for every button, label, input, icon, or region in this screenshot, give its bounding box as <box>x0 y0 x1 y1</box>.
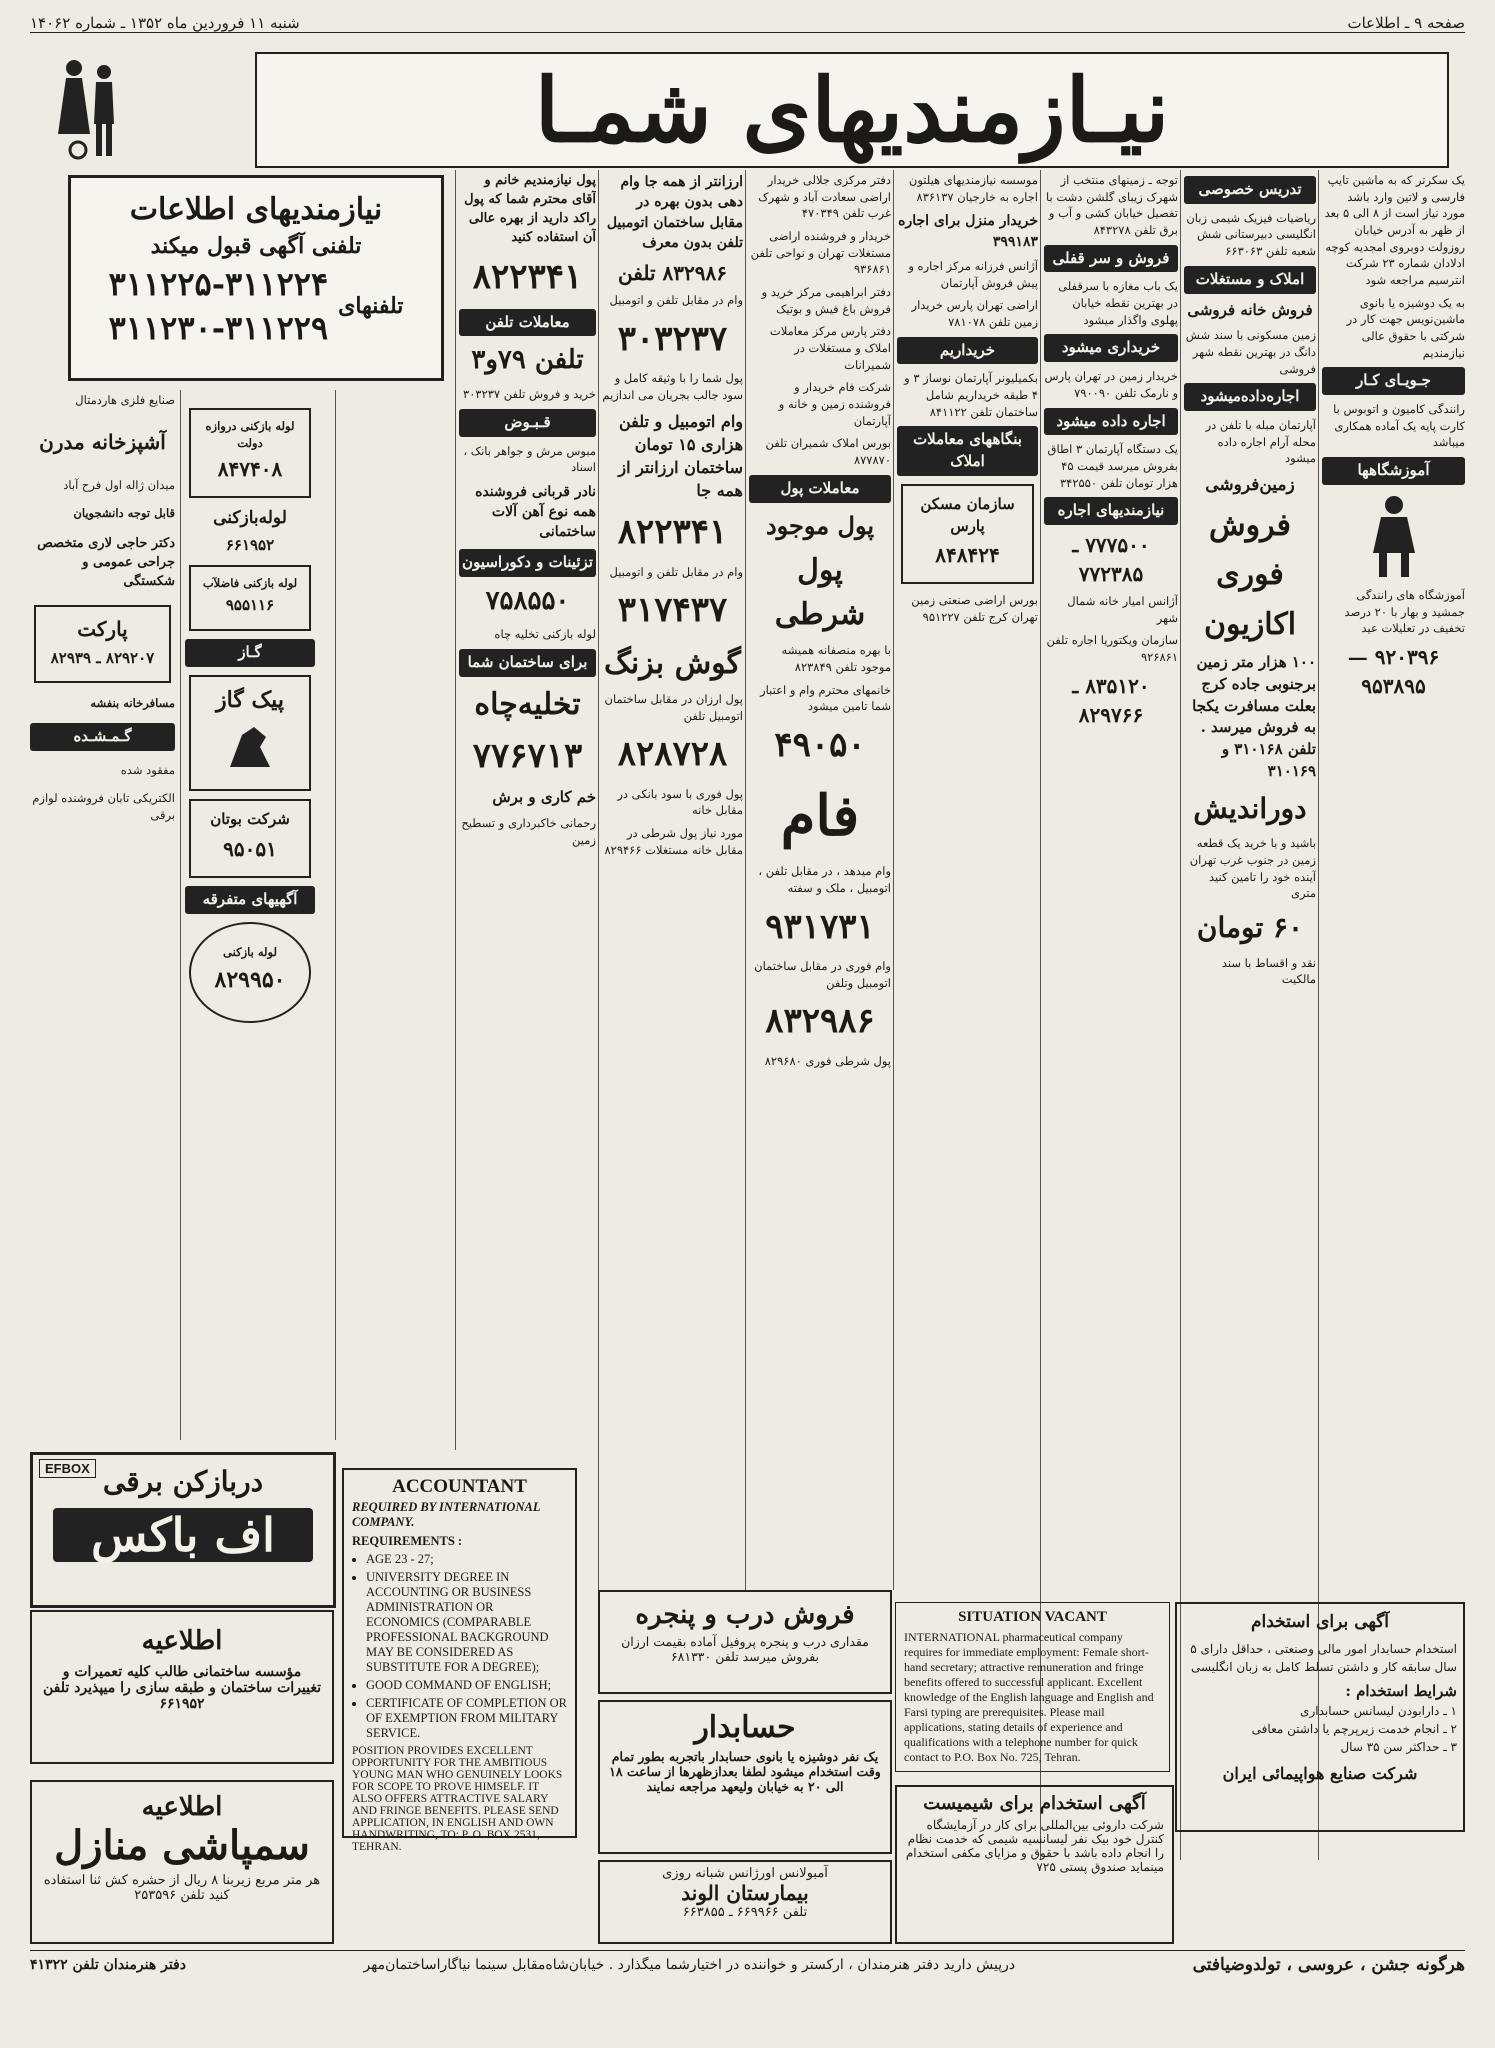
headline-alert: گوش بزنگ <box>604 645 741 681</box>
notice-headline: سمپاشی منازل <box>54 1822 310 1869</box>
headline-number: ۴۹۰۵۰ <box>774 724 866 765</box>
classified-ad: خرید و فروش تلفن ۳۰۳۲۳۷ <box>463 387 596 402</box>
footer-left: دفتر هنرمندان تلفن ۴۱۳۲۲ <box>30 1957 186 1973</box>
requirement-item: • AGE 23 - 27; <box>366 1552 567 1567</box>
classified-ad: ارزانتر از همه جا وام دهی بدون بهره در مقابل ساختمان اتومبیل تلفن بدون معرف <box>606 174 743 251</box>
headline-number: ۸۲۸۷۲۸ <box>617 734 728 775</box>
classified-column-6 <box>602 170 743 1590</box>
classified-ad: خریدار منزل برای اجاره ۳۹۹۱۸۳ <box>898 213 1038 250</box>
job-title: آگهی برای استخدام <box>1250 1612 1390 1632</box>
classified-ad: وام در مقابل تلفن و اتومبیل <box>609 293 743 308</box>
classified-ad: مسافرخانه بنفشه <box>90 695 175 710</box>
classified-ad: بکمیلیونر آپارتمان نوساز ۳ و ۴ طبقه خریداریم شامل ساختمان تلفن ۸۴۱۱۲۲ <box>904 371 1038 419</box>
classified-ad: مبوس مرش و جواهر بانک ، اسناد <box>463 443 596 475</box>
efbox-logo: EFBOX <box>39 1459 96 1478</box>
classified-ad: آشپزخانه مدرن <box>39 430 166 455</box>
classified-ad: یک سکرتر که به ماشین تایپ فارسی و لاتین وارد باشد مورد نیاز است از ۸ الی ۵ بعد از ظهر به آدرس خیابان روزولت دوبروی امجدیه کوچه ادلادان شماره ۲۳ شرکت انترسیم مراجعه شود <box>1324 173 1465 288</box>
drain-ad <box>189 408 311 498</box>
classified-ad: دکتر حاجی لاری متخصص جراحی عمومی و شکستگی <box>37 536 175 589</box>
column-divider <box>455 170 456 1450</box>
headline-bargain: اکازیون <box>1203 606 1297 642</box>
couple-illustration-icon <box>30 52 145 164</box>
headline-number: ۸۳۲۹۸۶ <box>765 1001 875 1042</box>
classified-ad: ریاضیات فیزیک شیمی زبان انگلیسی دبیرستانی شش شعبه تلفن ۶۶۳۰۶۳ <box>1186 210 1316 259</box>
job-company: شرکت صنایع هواپیمائی ایران <box>1222 1764 1418 1783</box>
accountant-footer: POSITION PROVIDES EXCELLENT OPPORTUNITY FOR THE AMBITIOUS YOUNG MAN WHO GENUINELY LOOKS FOR SCOPE TO PROVE HIMSELF. IT ALSO OFFERS ATTRACTIVE SALARY AND FRINGE BENEFITS. PLEASE SEND APPLICATION, IN ENGLISH AND OWN HANDWRITING, TO: P. O. BOX 2531, TEHRAN. <box>352 1745 563 1853</box>
section-header-receipts: قـبـوض <box>459 409 596 437</box>
headline-number: ۸۲۲۳۴۱ <box>472 257 583 298</box>
headline-fam: فام <box>780 783 860 850</box>
classified-ad: موسسه نیازمندیهای هیلتون اجاره به خارجیان ۸۳۶۱۳۷ <box>908 173 1038 204</box>
section-header-private-tutoring: تدریس خصوصی <box>1184 176 1316 204</box>
classified-ad: نقد و اقساط با سند مالکیت <box>1221 955 1316 987</box>
headline-number: ۷۵۸۵۵۰ <box>485 585 570 616</box>
classified-ad: نادر قربانی فروشنده همه نوع آهن آلات ساختمانی <box>475 483 596 541</box>
info-box-title: نیازمندیهای اطلاعات <box>129 192 383 227</box>
info-box-phones <box>71 259 441 347</box>
headline-number: ۸۲۲۳۴۱ <box>617 512 728 553</box>
column-divider <box>598 170 599 1590</box>
classified-ad: شرکت فام خریدار و فروشنده زمین و خانه و آپارتمان <box>778 380 891 428</box>
notice-box <box>30 1610 334 1764</box>
classified-ad: پول نیازمندیم خانم و آقای محترم شما که پول راکد دارید از بهره عالی آن استفاده کنید <box>464 173 596 245</box>
classified-ad: خانمهای محترم وام و اعتبار شما تامین میشود <box>760 682 891 714</box>
masthead-title: نیـازمندیهای شمـا <box>534 58 1170 162</box>
top-strip <box>30 10 1465 33</box>
info-box-phone-line2: ۳۱۱۲۳۰-۳۱۱۲۲۹ <box>108 309 329 347</box>
section-header-real-estate-agencies: بنگاههای معاملات املاک <box>897 426 1038 476</box>
agency-name: سازمان مسکن پارس <box>920 494 1015 535</box>
classified-ad: پول فوری با سود بانکی در مقابل خانه <box>617 786 743 818</box>
classified-ad: آموزشگاه های رانندگی جمشید و بهار با ۲۰ درصد تخفیف در تعلیلات عید <box>1344 587 1465 636</box>
classified-ad: صنایع فلزی هاردمتال <box>75 392 175 407</box>
headline-urgent: فوری <box>1216 557 1284 593</box>
phone-number: ۹۵۵۱۱۶ <box>225 596 275 615</box>
classified-column-3 <box>1044 170 1178 1590</box>
accountant-fa-text: یک نفر دوشیزه یا بانوی حسابدار باتجربه بطور تمام وقت استخدام میشود لطفا بعدازظهرها از ساعت ۱۸ الی ۲۰ به خیابان ولیعهد مراجعه نمایند <box>609 1749 881 1794</box>
classified-ad: بورس اراضی صنعتی زمین تهران کرج تلفن ۹۵۱۲۲۷ <box>911 593 1038 625</box>
drain-ad-title: لوله بازکنی دروازه دولت <box>205 419 295 450</box>
headline-phone: تلفن ۷۹و۳ <box>471 345 584 376</box>
job-condition-item: ۳ ـ حداکثر سن ۳۵ سال <box>1340 1740 1457 1754</box>
classified-column-7 <box>459 170 596 1450</box>
classified-column-4 <box>897 170 1038 1590</box>
drain-ad-title: لوله‌بازکنی <box>213 508 287 529</box>
info-box-subtitle: تلفنی آگهی قبول میکند <box>150 233 362 259</box>
classified-ad: خریدار و فروشنده اراضی مستغلات تهران و نواحی تلفن ۹۳۶۸۶۱ <box>750 229 891 277</box>
classified-ad: یک باب مغازه با سرقفلی در بهترین نقطه خیابان پهلوی واگذار میشود <box>1058 279 1178 327</box>
headline-foresight: دوراندیش <box>1193 791 1307 825</box>
phone-number: ۸۳۲۹۸۶ تلفن <box>618 261 727 286</box>
butane-ad <box>189 799 311 878</box>
classified-ad: میدان ژاله اول فرح آباد <box>63 478 175 493</box>
info-box-phones-label: تلفنهای <box>338 293 404 319</box>
job-conditions-label: شرایط استخدام : <box>1345 1681 1457 1700</box>
requirement-item: • UNIVERSITY DEGREE IN ACCOUNTING OR BUSINESS ADMINISTRATION OR ECONOMICS (COMPARABLE PROFESSIONAL BACKGROUND MAY BE CONSIDERED AS SUBSTITUTE FOR A DEGREE); <box>366 1570 567 1675</box>
requirements-label: REQUIREMENTS : <box>352 1534 463 1548</box>
parquet-ad <box>34 605 171 684</box>
column-divider <box>180 390 181 1440</box>
accountant-ad <box>342 1468 577 1853</box>
classified-ad: دفتر ابراهیمی مرکز خرید و فروش باغ فیش و بوتیک <box>761 285 891 316</box>
classified-column-left-1 <box>30 380 175 835</box>
section-header-rent: اجاره داده میشود <box>1044 408 1178 436</box>
phone-number: ۸۲۹۲۰۷ ـ ۸۲۹۳۹ <box>50 648 155 667</box>
section-header-lost: گـمـشـده <box>30 723 175 751</box>
classified-ad: مورد نیاز پول شرطی در مقابل خانه مستغلات ۸۲۹۴۶۶ <box>604 826 743 857</box>
job-condition-item: ۲ ـ انجام خدمت زیرپرچم یا داشتن معافی <box>1251 1722 1457 1736</box>
chemist-title: آگهی استخدام برای شیمیست <box>923 1793 1146 1814</box>
parquet-title: پارکت <box>77 616 128 641</box>
efbox-title: دربازکن برقی <box>102 1465 264 1498</box>
masthead-banner <box>255 52 1449 168</box>
classified-column-1 <box>1322 170 1465 1590</box>
drain-circle-ad <box>189 922 311 1023</box>
accountant-title: ACCOUNTANT <box>392 1476 527 1497</box>
classified-ad: الکتریکی تابان فروشنده لوازم برقی <box>32 791 175 823</box>
phone-number: ۹۲۰۳۹۶ — ۹۵۳۸۹۵ <box>1347 644 1440 698</box>
info-box-phone-line1: ۳۱۱۲۲۵-۳۱۱۲۲۴ <box>108 265 329 303</box>
section-header-for-your-building: برای ساختمان شما <box>459 649 596 677</box>
classified-ad: باشید و با خرید یک قطعه زمین در جنوب غرب تهران آینده خود را تامین کنید متری <box>1189 836 1316 901</box>
notice-text: مؤسسه ساختمانی طالب کلیه تعمیرات و تغییرات ساختمان و طبقه سازی را میپذیرد تلفن ۶۶۱۹۵۲ <box>42 1664 322 1712</box>
footer-right: هرگونه جشن ، عروسی ، تولدوضیافتی <box>1192 1955 1465 1975</box>
job-condition-item: ۱ ـ دارابودن لیسانس حسابداری <box>1300 1704 1457 1718</box>
column-divider <box>893 170 894 1590</box>
section-header-for-rent: اجاره‌داده‌میشود <box>1184 383 1316 411</box>
situation-vacant-ad <box>895 1602 1170 1772</box>
classified-ad: پول ارزان در مقابل ساختمان اتومبیل تلفن <box>604 692 743 723</box>
phone-number: ۹۵۰۵۱ <box>223 837 277 862</box>
hospital-ad <box>598 1860 892 1944</box>
section-header-goodwill: فروش و سر قفلی <box>1044 245 1178 273</box>
date-label: شنبه ۱۱ فروردین ماه ۱۳۵۲ ـ شماره ۱۴۰۶۲ <box>30 14 300 32</box>
doors-ad <box>598 1590 892 1694</box>
classified-ad: وام فوری در مقابل ساختمان اتومبیل وتلفن <box>754 959 891 990</box>
sewer-ad-title: لوله بازکنی فاضلآب <box>202 575 298 590</box>
situation-title: SITUATION VACANT <box>958 1609 1107 1625</box>
section-header-rental-needs: نیازمندیهای اجاره <box>1044 497 1178 525</box>
classified-ad: یک دستگاه آپارتمان ۳ اطاق بفروش میرسد قیمت ۴۵ هزار تومان تلفن ۳۴۲۵۵۰ <box>1047 442 1178 490</box>
classified-column-5 <box>749 170 891 1590</box>
classified-ad: وام میدهد ، در مقابل تلفن ، اتومبیل ، ملک و سفته <box>758 864 891 896</box>
accountant-subtitle: REQUIRED BY INTERNATIONAL COMPANY. <box>352 1500 540 1529</box>
phone-number: ۸۴۸۴۲۴ <box>935 543 1000 568</box>
phone-number: ۶۶۱۹۵۲ <box>225 535 275 554</box>
section-header-misc: آگهیهای متفرقه <box>185 886 315 914</box>
hospital-text: آمبولانس اورژانس شبانه روزی <box>662 1866 828 1881</box>
gas-brand: پیک گاز <box>216 686 284 713</box>
classified-ad: پول شرطی فوری ۸۲۹۶۸۰ <box>764 1053 891 1068</box>
drain-circle-title: لوله بازکنی <box>223 944 277 959</box>
classified-ad: قابل توجه دانشجویان <box>73 506 175 521</box>
chemist-ad <box>895 1785 1174 1944</box>
sub-heading: زمین‌فروشی <box>1205 475 1295 496</box>
section-header-gas: گـاز <box>185 639 315 667</box>
headline-number: ۷۷۶۷۱۳ <box>472 736 583 777</box>
classified-ad: آژانس امیار خانه شمال شهر <box>1067 594 1178 625</box>
notice-title: اطلاعیه <box>141 1626 223 1656</box>
headline-number: ۳۰۳۲۳۷ <box>617 318 728 359</box>
section-header-wanted: خریداری میشود <box>1044 334 1178 362</box>
classified-column-left-2 <box>185 400 315 1031</box>
classified-ad: اراضی تهران پارس خریدار زمین تلفن ۷۸۱۰۷۸ <box>911 298 1038 329</box>
requirement-item: • CERTIFICATE OF COMPLETION OR OF EXEMPTION FROM MILITARY SERVICE. <box>366 1696 567 1741</box>
section-header-property: املاک و مستغلات <box>1184 266 1316 294</box>
classified-ad: دفتر پارس مرکز معاملات املاک و مستغلات در شمیرانات <box>769 324 891 372</box>
notice-box <box>30 1780 334 1944</box>
phone-number: ۸۳۵۱۲۰ ـ ۸۲۹۷۶۶ <box>1072 673 1150 727</box>
headline-number: ۳۱۷۴۳۷ <box>617 590 728 631</box>
doors-text: مقداری درب و پنجره پروفیل آماده بقیمت ارزان بفروش میرسد تلفن ۶۸۱۳۳۰ <box>621 1634 869 1664</box>
efbox-ad <box>30 1452 336 1608</box>
classified-ad: ۱۰۰ هزار متر زمین برجنوبی جاده کرج بعلت مسافرت یکجا به فروش میرسد . تلفن ۳۱۰۱۶۸ و ۳۱۰۱۶۹ <box>1192 653 1316 780</box>
headline-number: ۹۳۱۷۳۱ <box>765 906 875 947</box>
classified-ad: خم کاری و برش <box>492 788 596 807</box>
headline-conditional-money: پول شرطی <box>774 553 866 632</box>
section-header-buying: خریداریم <box>897 337 1038 365</box>
section-header-phone-trade: معاملات تلفن <box>459 309 596 337</box>
phone-number: ۷۷۷۵۰۰ ـ ۷۷۲۳۸۵ <box>1072 533 1150 587</box>
classified-ad: سازمان ویکتوریا اجاره تلفن ۹۲۶۸۶۱ <box>1046 633 1178 665</box>
classified-ad: به یک دوشیزه یا بانوی ماشین‌نویس جهت کار در شرکتی با حقوق عالی نیازمندیم <box>1346 295 1465 360</box>
efbox-brand: اف باکس <box>53 1508 313 1562</box>
classified-ad: با بهره منصفانه همیشه موجود تلفن ۸۲۳۸۴۹ <box>781 643 891 674</box>
horse-logo-icon <box>220 717 280 777</box>
classified-ad: رحمانی خاکبرداری و تسطیح زمین <box>461 816 596 847</box>
classified-ad: خریدار زمین در تهران پارس و نارمک تلفن ۷۹۰۰۹۰ <box>1044 369 1178 400</box>
classified-ad: توجه ـ زمینهای منتخب از شهرک زیبای گلشن دشت با تفصیل خیابان کشی و آب و برق تلفن ۸۴۳۲۷۸ <box>1046 173 1178 238</box>
classified-ad: بورس املاک شمیران تلفن ۸۷۷۸۷۰ <box>765 436 891 468</box>
phone-number: ۸۲۹۹۵۰ <box>214 966 286 993</box>
section-header-money: معاملات پول <box>749 475 891 503</box>
headline-sale: فروش <box>1208 507 1291 543</box>
hospital-title: بیمارستان الوند <box>681 1881 809 1905</box>
classified-ad: مفقود شده <box>120 763 175 778</box>
job-ad <box>1175 1602 1465 1832</box>
section-header-schools: آموزشگاهها <box>1322 457 1465 485</box>
driver-illustration-icon <box>1322 491 1465 581</box>
notice-text: هر متر مربع زیربنا ۸ ریال از حشره کش ثنا استفاده کنید تلفن ۲۵۳۵۹۶ <box>43 1873 321 1903</box>
job-text: استخدام حسابدار امور مالی وصنعتی ، حداقل دارای ۵ سال سابقه کار و داشتن تسلط کامل به زبان انگلیسی <box>1190 1641 1457 1674</box>
headline-money-available: پول موجود <box>765 510 875 540</box>
classified-ad: لوله بازکنی تخلیه چاه <box>494 627 596 642</box>
section-header-decoration: تزئینات و دکوراسیون <box>459 549 596 577</box>
headline-price: ۶۰ تومان <box>1196 910 1304 944</box>
classified-column-2 <box>1184 170 1316 1590</box>
requirements-list <box>352 1552 567 1741</box>
classified-ad: رانندگی کامیون و اتوبوس با کارت پایه یک آماده همکاری میباشد <box>1333 402 1465 450</box>
sewer-ad <box>189 565 311 631</box>
accountant-fa-title: حسابدار <box>694 1710 796 1745</box>
accountant-fa-ad <box>598 1700 892 1854</box>
situation-text: INTERNATIONAL pharmaceutical company requires for immediate employment: Female short-hand secretary; attractive remuneration and fringe benefits offered to successful applicant. Excellent knowledge of the English language and English and Farsi typing are prerequisites. Please mail applications, stating details of experience and qualifications with a telephone number for quick contact to P.O. Box No. 725, Tehran. <box>904 1630 1154 1764</box>
phone-number: ۸۴۷۴۰۸ <box>217 457 283 482</box>
classified-ad: پول شما را با وثیقه کامل و سود جالب بجریان می اندازیم <box>602 371 743 402</box>
page-label: صفحه ۹ ـ اطلاعات <box>1347 14 1465 32</box>
footer-center: درپیش دارید دفتر هنرمندان ، ارکستر و خواننده در اختیارشما میگذارد . خیابان‌شاه‌مقابل سینما نیاگاراساختمان‌مهر <box>363 1957 1016 1973</box>
section-header-jobs: جـویـای کـار <box>1322 367 1465 395</box>
chemist-text: شرکت داروئی بین‌المللی برای کار در آزمایشگاه کنترل خود بیک نفر لیسانسیه شیمی که خدمت نظام را انجام داده باشد با حقوق و مزایای مکفی استخدام مینماید صندوق پستی ۷۲۵ <box>905 1818 1164 1874</box>
info-box-ad <box>68 175 444 381</box>
notice-title: اطلاعیه <box>141 1792 223 1822</box>
sub-heading: فروش خانه فروشی <box>1187 300 1313 319</box>
column-divider <box>335 390 336 1440</box>
butane-title: شرکت بوتان <box>210 810 290 829</box>
classified-ad: وام اتومبیل و تلفن هزاری ۱۵ تومان ساختمان ارزانتر از همه جا <box>618 411 743 501</box>
classified-ad: زمین مسکونی با سند شش دانگ در بهترین نقطه شهر فروشی <box>1185 328 1316 376</box>
bottom-strip <box>30 1950 1465 1979</box>
classified-ad: آژانس فرزانه مرکز اجاره و پیش فروش آپارتمان <box>908 258 1038 290</box>
classified-ad: دفتر مرکزی جلالی خریدار اراضی سعادت آباد و شهرک غرب تلفن ۴۷۰۳۴۹ <box>758 173 891 221</box>
doors-title: فروش درب و پنجره <box>635 1600 855 1630</box>
agency-ad <box>901 484 1034 585</box>
requirement-item: • GOOD COMMAND OF ENGLISH; <box>366 1678 567 1693</box>
classified-ad: وام در مقابل تلفن و اتومبیل <box>609 564 743 579</box>
headline-well-drain: تخلیه‌چاه <box>474 686 581 722</box>
hospital-phone: تلفن ۶۶۹۹۶۶ ـ ۶۶۳۸۵۵ <box>682 1905 808 1920</box>
classified-ad: آپارتمان مبله با تلفن در محله آرام اجاره داده میشود <box>1205 418 1316 466</box>
gas-ad <box>189 675 311 792</box>
column-divider <box>745 170 746 1590</box>
